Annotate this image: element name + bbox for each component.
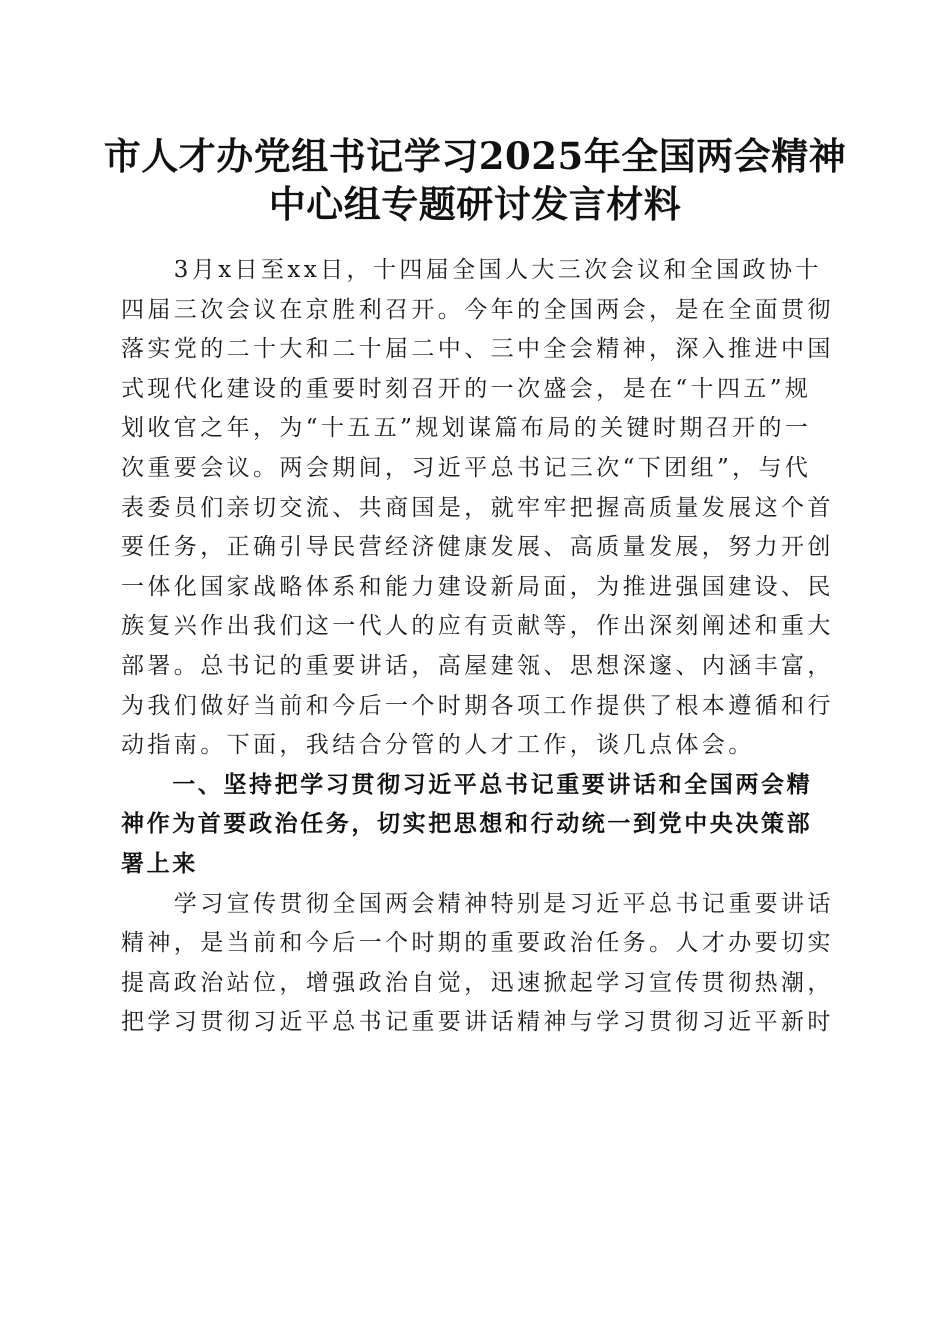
- text-line: 学习宣传贯彻全国两会精神特别是习近平总书记重要讲话: [121, 890, 834, 917]
- text-line: 族复兴作出我们这一代人的应有贡献等，作出深刻阐述和重大: [121, 613, 834, 640]
- document-title: [100, 132, 850, 228]
- text-line: 次重要会议。两会期间，习近平总书记三次“下团组”，与代: [121, 454, 812, 481]
- text-line: 动指南。下面，我结合分管的人才工作，谈几点体会。: [121, 732, 755, 759]
- text-line: 落实党的二十大和二十届二中、三中全会精神，深入推进中国: [121, 336, 834, 363]
- text-line: 一体化国家战略体系和能力建设新局面，为推进强国建设、民: [121, 573, 834, 600]
- text-line: 为我们做好当前和今后一个时期各项工作提供了根本遵循和行: [121, 692, 834, 719]
- section-heading-1: [121, 766, 826, 885]
- text-line: 划收官之年，为“十五五”规划谋篇布局的关键时期召开的一: [121, 415, 812, 442]
- title-line: 市人才办党组书记学习2025年全国两会精神: [103, 134, 847, 178]
- title-line: 中心组专题研讨发言材料: [268, 182, 682, 226]
- text-line: 精神，是当前和今后一个时期的重要政治任务。人才办要切实: [121, 930, 834, 957]
- text-line: 表委员们亲切交流、共商国是，就牢牢把握高质量发展这个首: [121, 494, 834, 521]
- heading-line: 一、坚持把学习贯彻习近平总书记重要讲话和全国两会精: [121, 771, 813, 798]
- text-line: 部署。总书记的重要讲话，高屋建瓴、思想深邃、内涵丰富，: [121, 652, 834, 679]
- document-body: [121, 251, 834, 1043]
- paragraph-section-1: [121, 885, 834, 1043]
- paragraph-intro: [121, 251, 834, 766]
- text-line: 式现代化建设的重要时刻召开的一次盛会，是在“十四五”规: [121, 375, 812, 402]
- heading-line: 神作为首要政治任务，切实把思想和行动统一到党中央决策部: [121, 811, 813, 838]
- text-line: 四届三次会议在京胜利召开。今年的全国两会，是在全面贯彻: [121, 296, 834, 323]
- heading-line: 署上来: [121, 850, 198, 877]
- text-line: 要任务，正确引导民营经济健康发展、高质量发展，努力开创: [121, 534, 834, 561]
- text-line: 提高政治站位，增强政治自觉，迅速掀起学习宣传贯彻热潮，: [121, 969, 834, 996]
- text-line: 3月x日至xx日，十四届全国人大三次会议和全国政协十: [121, 257, 822, 283]
- text-line: 把学习贯彻习近平总书记重要讲话精神与学习贯彻习近平新时: [121, 1009, 834, 1036]
